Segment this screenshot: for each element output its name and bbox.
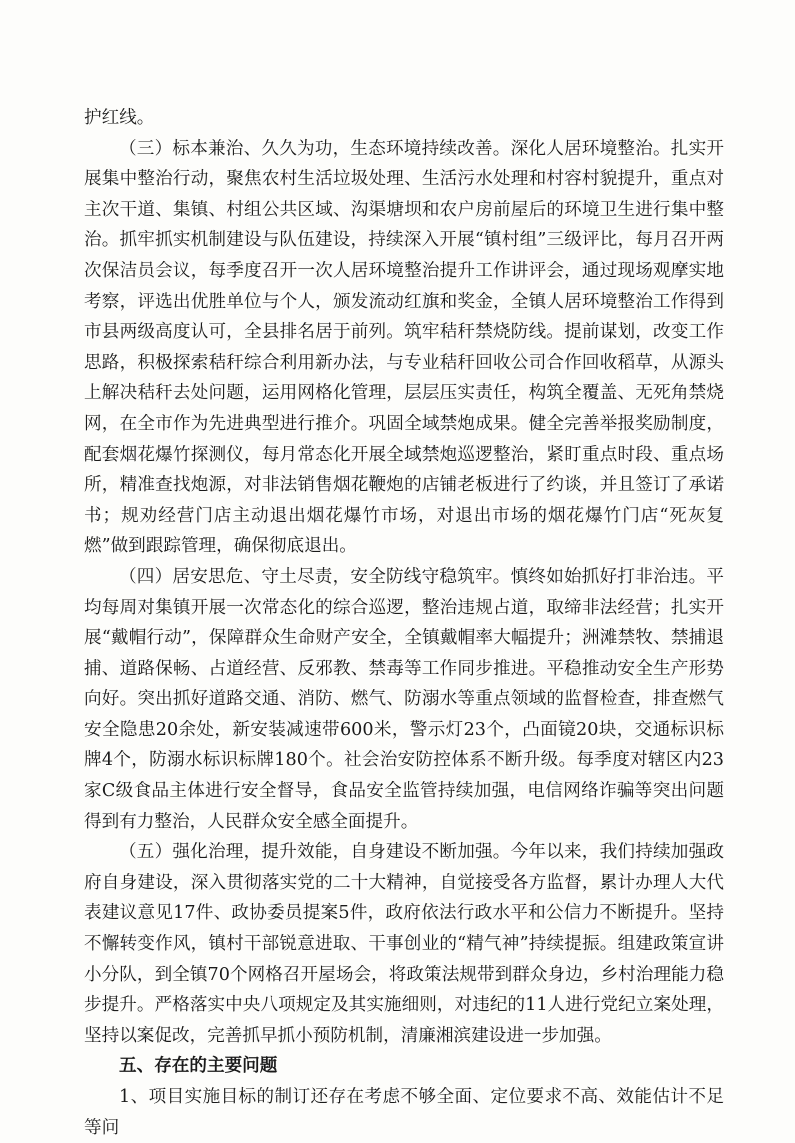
- paragraph-governance: （五）强化治理，提升效能，自身建设不断加强。今年以来，我们持续加强政府自身建设，深入贯彻落实党的二十大精神，自觉接受各方监督，累计办理人大代表建议意见17件、政协委员提案5件，政府依法行政水平和公信力不断提升。坚持不懈转变作风，镇村干部锐意进取、干事创业的“精气神”持续提振。组建政策宣讲小分队，到全镇70个网格召开屋场会，将政策法规带到群众身边，乡村治理能力稳步提升。严格落实中央八项规定及其实施细则，对违纪的11人进行党纪立案处理，坚持以案促改，完善抓早抓小预防机制，清廉湘滨建设进一步加强。: [84, 842, 724, 1046]
- paragraph-problem-1: 1、项目实施目标的制订还存在考虑不够全面、定位要求不高、效能估计不足等问: [84, 1087, 724, 1138]
- document-body: [84, 103, 724, 1143]
- paragraph-ecology: （三）标本兼治、久久为功，生态环境持续改善。深化人居环境整治。扎实开展集中整治行动，聚焦农村生活垃圾处理、生活污水处理和村容村貌提升，重点对主次干道、集镇、村组公共区域、沟渠塘坝和农户房前屋后的环境卫生进行集中整治。抓牢抓实机制建设与队伍建设，持续深入开展“镇村组”三级评比，每月召开两次保洁员会议，每季度召开一次人居环境整治提升工作讲评会，通过现场观摩实地考察，评选出优胜单位与个人，颁发流动红旗和奖金，全镇人居环境整治工作得到市县两级高度认可，全县排名居于前列。筑牢秸秆禁烧防线。提前谋划，改变工作思路，积极探索秸秆综合利用新办法，与专业秸秆回收公司合作回收稻草，从源头上解决秸秆去处问题，运用网格化管理，层层压实责任，构筑全覆盖、无死角禁烧网，在全市作为先进典型进行推介。巩固全域禁炮成果。健全完善举报奖励制度，配套烟花爆竹探测仪，每月常态化开展全域禁炮巡逻整治，紧盯重点时段、重点场所，精准查找炮源，对非法销售烟花鞭炮的店铺老板进行了约谈，并且签订了承诺书；规劝经营门店主动退出烟花爆竹市场，对退出市场的烟花爆竹门店“死灰复燃”做到跟踪管理，确保彻底退出。: [84, 138, 724, 557]
- continuation-line: 护红线。: [84, 108, 155, 128]
- paragraph-safety: （四）居安思危、守土尽责，安全防线守稳筑牢。慎终如始抓好打非治违。平均每周对集镇开展一次常态化的综合巡逻，整治违规占道，取缔非法经营；扎实开展“戴帽行动”，保障群众生命财产安全，全镇戴帽率大幅提升；洲滩禁牧、禁捕退捕、道路保畅、占道经营、反邪教、禁毒等工作同步推进。平稳推动安全生产形势向好。突出抓好道路交通、消防、燃气、防溺水等重点领域的监督检查，排查燃气安全隐患20余处，新安装减速带600米，警示灯23个，凸面镜20块，交通标识标牌4个，防溺水标识标牌180个。社会治安防控体系不断升级。每季度对辖区内23家C级食品主体进行安全督导，食品安全监管持续加强，电信网络诈骗等突出问题得到有力整治，人民群众安全感全面提升。: [84, 566, 724, 832]
- section-heading-problems: 五、存在的主要问题: [119, 1055, 278, 1077]
